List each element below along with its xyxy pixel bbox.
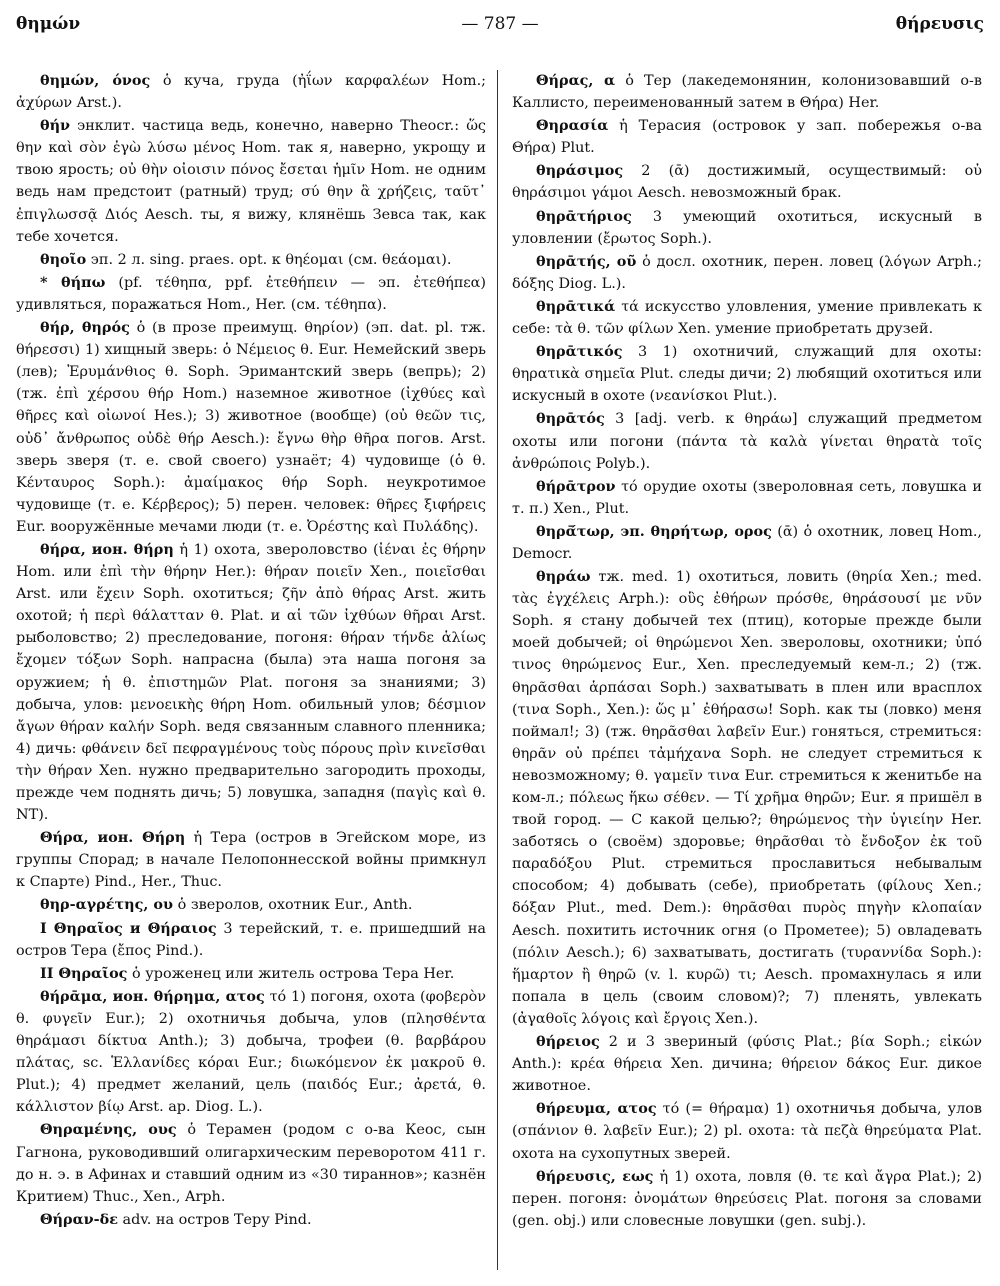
dictionary-entry [16,249,486,271]
entry-definition: ἡ 1) охота, ловля (θ. τε καὶ ἄγρα Plat.); 2) перен. погоня: ὀνομάτων θηρεύσεις Plat. погоня за словами (gen. obj.) или словесные ловушки (gen. subj.). [512,1168,982,1229]
entry-definition: τό 1) погоня, охота (φοβερὸν θ. φυγεῖν Eur.); 2) охотничья добыча, улов (πλησθέντα θηράμασι δίκτυα Anth.); 3) добыча, трофеи (θ. βαρβάρου πλάτας, sc. Ἑλλανίδες κόραι Eur.; διωκόμενον ἐκ μακροῦ θ. Plut.); 4) предмет желаний, цель (παιδός Eur.; ἀρετά, θ. κάλλιστον βίῳ Arst. ap. Diog. L.). [16,988,486,1116]
entry-headword: θηράσιμος [536,162,624,180]
entry-definition: ἡ Терасия (островок у зап. побережья о-ва Θήρα) Plut. [512,118,982,157]
column-divider [497,70,498,1270]
entry-definition: ὁ зверолов, охотник Eur., Anth. [173,897,413,914]
dictionary-entry [512,408,982,474]
dictionary-entry [512,206,982,250]
dictionary-entry [16,894,486,916]
dictionary-entry [512,251,982,295]
dictionary-entry [16,115,486,248]
entry-headword: Θηραμένης, ους [40,1121,177,1139]
entry-headword: Θήραν-δε [40,1210,118,1228]
dictionary-entry [512,1166,982,1232]
entry-headword: Θηρασία [536,117,609,135]
entry-definition: ὁ уроженец или житель острова Тера Her. [127,965,455,982]
entry-headword: θηράω [536,568,591,586]
entry-headword: Θήρας, α [536,72,616,89]
entry-headword: I Θηραῖος и Θήραιος [40,919,217,937]
header-left-guide-word: θημών [16,14,81,34]
header-right-guide-word: θήρευσις [895,14,984,34]
entry-definition: adv. на остров Теру Pind. [117,1211,312,1228]
dictionary-entry [16,827,486,893]
entry-definition: ἡ Тера (остров в Эгейском море, из группы Спорад; в начале Пелопоннесской войны примкнул к Спарте) Pind., Her., Thuc. [16,830,486,891]
entry-headword: θηρᾱτήριος [536,207,632,225]
entry-definition: эп. 2 л. sing. praes. opt. к θηέομαι (см. θεάομαι). [86,251,452,268]
entry-definition: ἡ 1) охота, звероловство (ἰέναι ἐς θήρην Hom. или ἐπὶ τὴν θήρην Her.): θήραν ποιεῖν Xen., ποιεῖσθαι Arst. или ἔχειν Soph. охотиться; ζῆν ἀπὸ θήρας Arst. жить охотой; ἡ περὶ θάλατταν θ. Plat. и αἱ τῶν ἰχθύων θῆραι Arst. рыболовство; 2) преследование, погоня: θήραν τήνδε ἁλίως ἔχομεν τόξων Soph. напрасна (была) эта наша погоня за оружием; ἡ θ. ἐπιστημῶν Plat. погоня за знаниями; 3) добыча, улов: μενοεικὴς θήρη Hom. обильный улов; δέσμιον ἄγων θήραν καλήν Soph. ведя связанным славного пленника; 4) дичь: φθάνειν δεῖ πεφραγμένους τοὺς πόρους πρὶν κινεῖσθαι τὴν θήραν Xen. нужно предварительно загородить проходы, прежде чем поднять дичь; 5) ловушка, западня (παγὶς καὶ θ. NT). [16,541,486,824]
entry-headword: * θήπω [40,273,106,291]
entry-definition: (ᾱ) ὁ охотник, ловец Hom., Democr. [512,523,982,562]
page-number: — 787 — [461,14,539,34]
entry-headword: θηρᾱτής, οῦ [536,252,637,270]
entry-definition: 3 умеющий охотиться, искусный в уловлении (ἔρωτος Soph.). [512,208,982,247]
dictionary-entry [16,317,486,538]
entry-headword: θήρ, θηρός [40,319,130,337]
dictionary-entry [16,963,486,985]
dictionary-entry [512,1031,982,1097]
dictionary-entry [512,160,982,204]
entry-headword: θήρᾱτρον [536,477,616,495]
dictionary-entry [16,272,486,316]
dictionary-entry [512,1098,982,1164]
dictionary-entry [16,1119,486,1207]
entry-definition: ὁ Тер (лакедемонянин, колонизовавший о-в Каллисто, переименованный затем в Θήρα) Her. [512,73,982,112]
dictionary-entry [512,115,982,159]
entry-definition: ὁ куча, груда (ἠΐων καρφαλέων Hom.; ἀχύρων Arst.). [16,73,486,112]
entry-definition: (pf. τέθηπα, ppf. ἐτεθήπειν — эп. ἐτεθήπεα) удивляться, поражаться Hom., Her. (см. τέθηπα). [16,274,486,313]
entry-definition: 3 терейский, т. е. пришедший на остров Тера (ἔπος Pind.). [16,920,486,959]
entry-headword: θηρᾱτικός [536,343,623,361]
entry-definition: 3 1) охотничий, служащий для охоты: θηρατικὰ σημεῖα Plut. следы дичи; 2) любящий охотиться или искусный в охоте (νεανίσκοι Plut.). [512,344,982,405]
left-column [16,70,486,1275]
dictionary-entry [512,296,982,340]
entry-headword: II Θηραῖος [40,964,128,982]
entry-definition: 3 [adj. verb. к θηράω] служащий предметом охоты или погони (πάντα τὰ καλὰ γίνεται θηρατὰ τοῖς ἀνθρώποις Polyb.). [512,411,982,472]
dictionary-entry [16,1209,486,1231]
dictionary-entry [512,521,982,565]
dictionary-entry [512,341,982,407]
entry-headword: θηοῖο [40,250,87,268]
dictionary-entry [512,566,982,1030]
entry-headword: θηρᾱ́τωρ, эп. θηρήτωρ, ορος [536,522,772,540]
entry-headword: θήρειος [536,1033,600,1051]
dictionary-entry [512,476,982,520]
dictionary-entry [16,918,486,962]
entry-definition: τό орудие охоты (звероловная сеть, ловушка и т. п.) Xen., Plut. [512,478,982,517]
entry-definition: энклит. частица ведь, конечно, наверно Theocr.: ὥς θην καὶ σὸν ἐγὼ λύσω μένος Hom. так я, наверно, укрощу и твою ярость; οὐ θὴν οἰοισιν πόνος ἔσεται ἡμῖν Hom. не одним ведь нам предстоит (ратный) труд; σύ θην ἃ χρήζεις, ταῦτ᾽ ἐπιγλωσσᾷ Διός Aesch. ты, я вижу, клянёшь Зевса так, как тебе хочется. [16,118,486,245]
entry-definition: тж. med. 1) охотиться, ловить (θηρία Xen.; med. τὰς ἐγχέλεις Arph.): οὓς ἐθήρων πρόσθε, θηράσουσί με νῦν Soph. я стану добычей тех (птиц), которые прежде были моей добычей; οἱ θηρώμενοι Xen. звероловы, охотники; ὑπό τινος θηρώμενος Eur., Xen. преследуемый кем-л.; 2) (тж. θηρᾶσθαι ἁρπάσαι Soph.) захватывать в плен или врасплох (τινα Soph., Xen.): ὥς μ᾽ ἐθήρασω! Soph. как ты (ловко) меня поймал!; 3) (тж. θηρᾶσθαι λαβεῖν Eur.) гоняться, стремиться: θηρᾶν οὐ πρέπει τἀμήχανα Soph. не следует стремиться к невозможному; θ. γαμεῖν τινα Eur. стремиться к женитьбе на ком-л.; πόλεως ἥκω σέθεν. — Τί χρῆμα θηρῶν; Eur. я пришёл в твой город. — С какой целью?; θηρώμενος τὴν ὑγιείην Her. заботясь о (своём) здоровье; θηρᾶσθαι τὸ ἔνδοξον ἐκ τοῦ παραδόξου Plut. стремиться прославиться небывалым способом; 4) добывать (себе), приобретать (φίλους Xen.; δόξαν Plut., med. Dem.): θηρᾶσθαι πυρὸς πηγὴν κλοπαίαν Aesch. похитить источник огня (о Прометее); 5) овладевать (πόλιν Aesch.); 6) захватывать, достигать (τυραννίδα Soph.): ἥμαρτον ἢ θηρῶ (v. l. κυρῶ) τι; Aesch. промахнулась я или попала в цель (своим словом)?; 7) пленять, увлекать (ἀγαθοῖς λόγοις καὶ ἔργοις Xen.). [512,569,982,1027]
entry-definition: ὁ досл. охотник, перен. ловец (λόγων Arph.; δόξης Diog. L.). [512,253,982,292]
entry-definition: 2 (ᾱ) достижимый, осуществимый: οὐ θηράσιμοι γάμοι Aesch. невозможный брак. [512,163,982,202]
entry-definition: τά искусство уловления, умение привлекать к себе: τὰ θ. τῶν φίλων Xen. умение приобретать друзей. [512,298,982,338]
entry-headword: Θήρα, ион. Θήρη [40,829,186,847]
dictionary-entry [512,70,982,114]
entry-headword: θήρα, ион. θήρη [40,540,174,558]
dictionary-entry [16,539,486,826]
entry-headword: θηρᾱτός [536,410,605,428]
right-column [512,70,982,1275]
entry-definition: τό (= θήραμα) 1) охотничья добыча, улов (σπάνιον θ. λαβεῖν Eur.); 2) pl. охота: τὰ πεζὰ θηρεύματα Plat. охота на сухопутных зверей. [512,1101,982,1162]
entry-definition: ὁ (в прозе преимущ. θηρίον) (эп. dat. pl. тж. θήρεσσι) 1) хищный зверь: ὁ Νέμειος θ. Eur. Немейский зверь (лев); Ἐρυμάνθιος θ. Soph. Эримантский зверь (вепрь); 2) (тж. ἐπὶ χέρσου θήρ Hom.) наземное животное (ἰχθύες καὶ θῆρες καὶ οἰωνοί Hes.); 3) животное (вообще) (οὐ θεῶν τις, οὐδ᾽ ἄνθρωπος οὐδὲ θήρ Aesch.): ἔγνω θὴρ θῆρα погов. Arst. зверь зверя (т. е. свой своего) узнаёт; 4) чудовище (ὁ θ. Κένταυρος Soph.): ἀμαίμακος θήρ Soph. неукротимое чудовище (т. е. Κέρβερος); 5) перен. человек: θῆρες ξιφήρεις Eur. вооружённые мечами люди (т. е. Ὀρέστης καὶ Πυλάδης). [16,320,486,535]
entry-headword: θήρευμα, ατος [536,1100,657,1118]
entry-headword: θήρευσις, εως [536,1167,654,1185]
entry-definition: 2 и 3 звериный (φύσις Plat.; βία Soph.; εἰκών Anth.): κρέα θήρεια Xen. дичина; θήρειον δάκος Eur. дикое животное. [512,1034,982,1095]
entry-headword: θήν [40,117,71,135]
page-header [16,14,984,44]
entry-definition: ὁ Терамен (родом с о-ва Кеос, сын Гагнона, руководивший олигархическим переворотом 411 г. до н. э. в Афинах и ставший одним из «30 тираннов»; казнён Критием) Thuc., Xen., Arph. [16,1122,486,1205]
entry-headword: θημών, όνος [40,72,151,89]
dictionary-entry [16,70,486,114]
entry-headword: θήρᾱμα, ион. θήρημα, ατος [40,987,265,1005]
dictionary-entry [16,986,486,1119]
entry-headword: θηρ-αγρέτης, ου [40,896,174,914]
entry-headword: θηρᾱτικά [536,297,616,315]
